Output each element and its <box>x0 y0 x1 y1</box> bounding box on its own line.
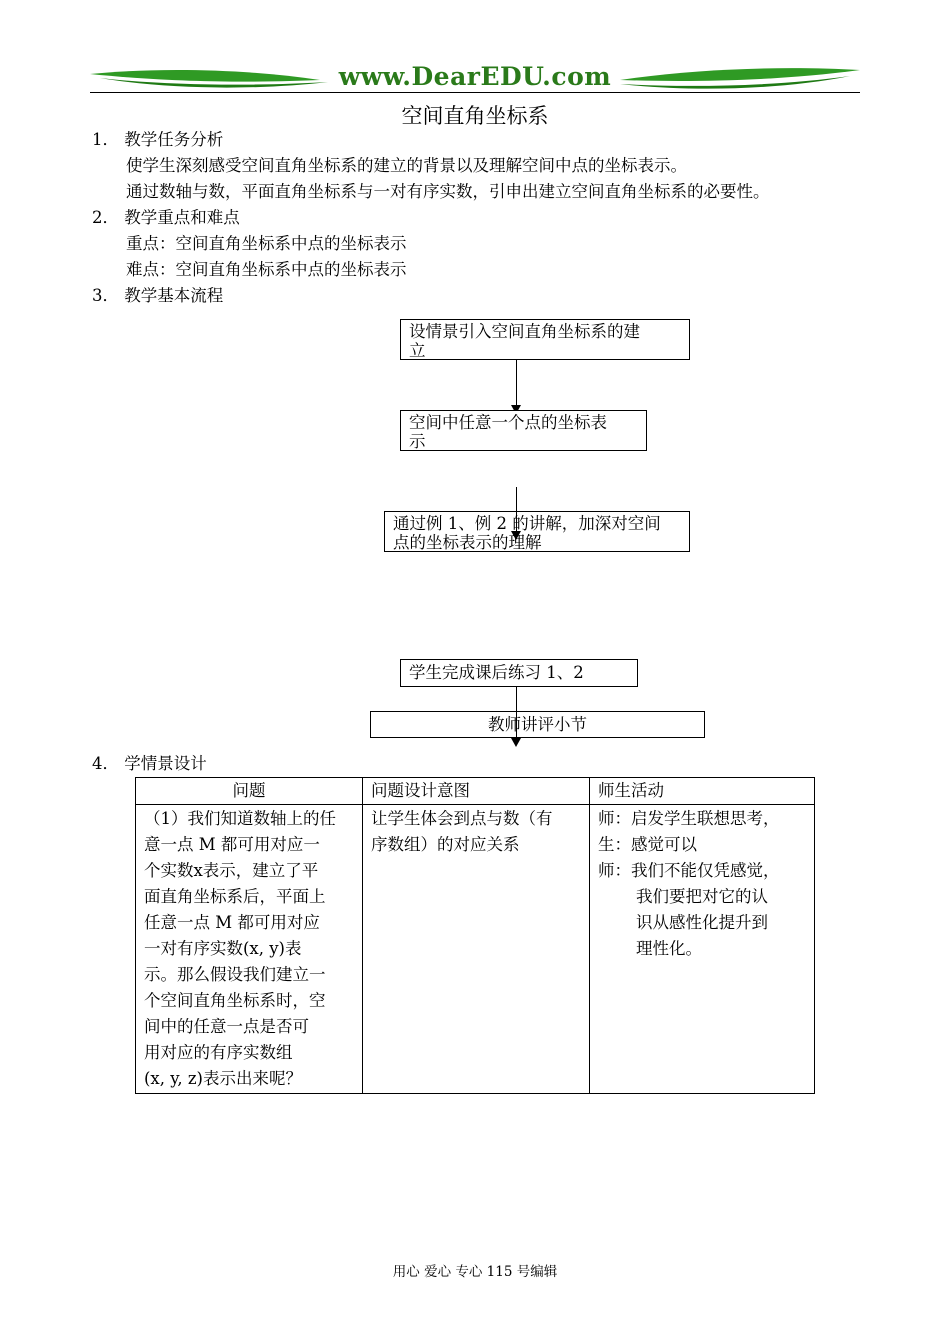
page-footer: 用心 爱心 专心 115 号编辑 <box>392 1264 558 1280</box>
header-divider <box>90 92 860 93</box>
intent-line: 序数组）的对应关系 <box>371 835 520 854</box>
difficult-point-line: 难点：空间直角坐标系中点的坐标表示 <box>126 260 407 279</box>
activity-line: 我们要把对它的认 <box>636 887 768 906</box>
intent-cell <box>363 805 590 1094</box>
table-row <box>136 805 815 1094</box>
flow-step-3-line-2: 点的坐标表示的理解 <box>393 533 542 552</box>
question-line: 个实数x表示，建立了平 <box>144 861 319 880</box>
activity-line: 识从感性化提升到 <box>636 913 768 932</box>
flow-connector <box>516 359 517 409</box>
section-1-line-2: 通过数轴与数，平面直角坐标系与一对有序实数，引申出建立空间直角坐标系的必要性。 <box>126 182 770 201</box>
question-line: （1）我们知道数轴上的任 <box>144 809 336 828</box>
question-line: 用对应的有序实数组 <box>144 1043 293 1062</box>
question-line: (x, y, z)表示出来呢？ <box>144 1069 302 1088</box>
question-line: 任意一点 M 都可用对应 <box>144 913 320 932</box>
arrow-down-icon <box>511 738 521 747</box>
section-3-heading: 3． 教学基本流程 <box>92 286 224 305</box>
question-line: 示。那么假设我们建立一 <box>144 965 326 984</box>
activity-cell <box>590 805 815 1094</box>
section-4-heading: 4． 学情景设计 <box>92 754 207 773</box>
key-point-line: 重点：空间直角坐标系中点的坐标表示 <box>126 234 407 253</box>
column-header-question: 问题 <box>136 778 363 805</box>
flow-step-2 <box>400 410 647 451</box>
flow-step-1-line-2: 立 <box>409 341 426 360</box>
page-title: 空间直角坐标系 <box>401 104 549 128</box>
section-1-line-1: 使学生深刻感受空间直角坐标系的建立的背景以及理解空间中点的坐标表示。 <box>126 156 687 175</box>
question-cell <box>136 805 363 1094</box>
column-header-activity: 师生活动 <box>590 778 815 805</box>
section-1-heading: 1． 教学任务分析 <box>92 130 224 149</box>
flow-step-2-line-2: 示 <box>409 432 426 451</box>
flow-step-5: 教师讲评小节 <box>370 711 705 738</box>
activity-line: 师：我们不能仅凭感觉， <box>598 861 780 880</box>
header-logo <box>90 60 860 96</box>
site-logo-text[interactable]: www.DearEDU.com <box>338 62 612 91</box>
flow-step-3 <box>384 511 690 552</box>
lesson-design-table <box>135 777 815 1094</box>
flow-step-3-line-1: 通过例 1、例 2 的讲解，加深对空间 <box>393 514 661 533</box>
flow-step-2-line-1: 空间中任意一个点的坐标表 <box>409 413 607 432</box>
question-line: 间中的任意一点是否可 <box>144 1017 309 1036</box>
activity-line: 师：启发学生联想思考， <box>598 809 780 828</box>
question-line: 一对有序实数(x, y)表 <box>144 939 302 958</box>
activity-line: 理性化。 <box>636 939 702 958</box>
flow-step-1-line-1: 设情景引入空间直角坐标系的建 <box>409 322 640 341</box>
intent-line: 让学生体会到点与数（有 <box>371 809 553 828</box>
activity-line: 生：感觉可以 <box>598 835 697 854</box>
question-line: 个空间直角坐标系时，空 <box>144 991 326 1010</box>
question-line: 面直角坐标系后，平面上 <box>144 887 326 906</box>
column-header-intent: 问题设计意图 <box>363 778 590 805</box>
flow-step-4: 学生完成课后练习 1、2 <box>400 659 638 687</box>
table-header-row <box>136 778 815 805</box>
question-line: 意一点 M 都可用对应一 <box>144 835 320 854</box>
section-2-heading: 2． 教学重点和难点 <box>92 208 240 227</box>
flow-step-1 <box>400 319 690 360</box>
